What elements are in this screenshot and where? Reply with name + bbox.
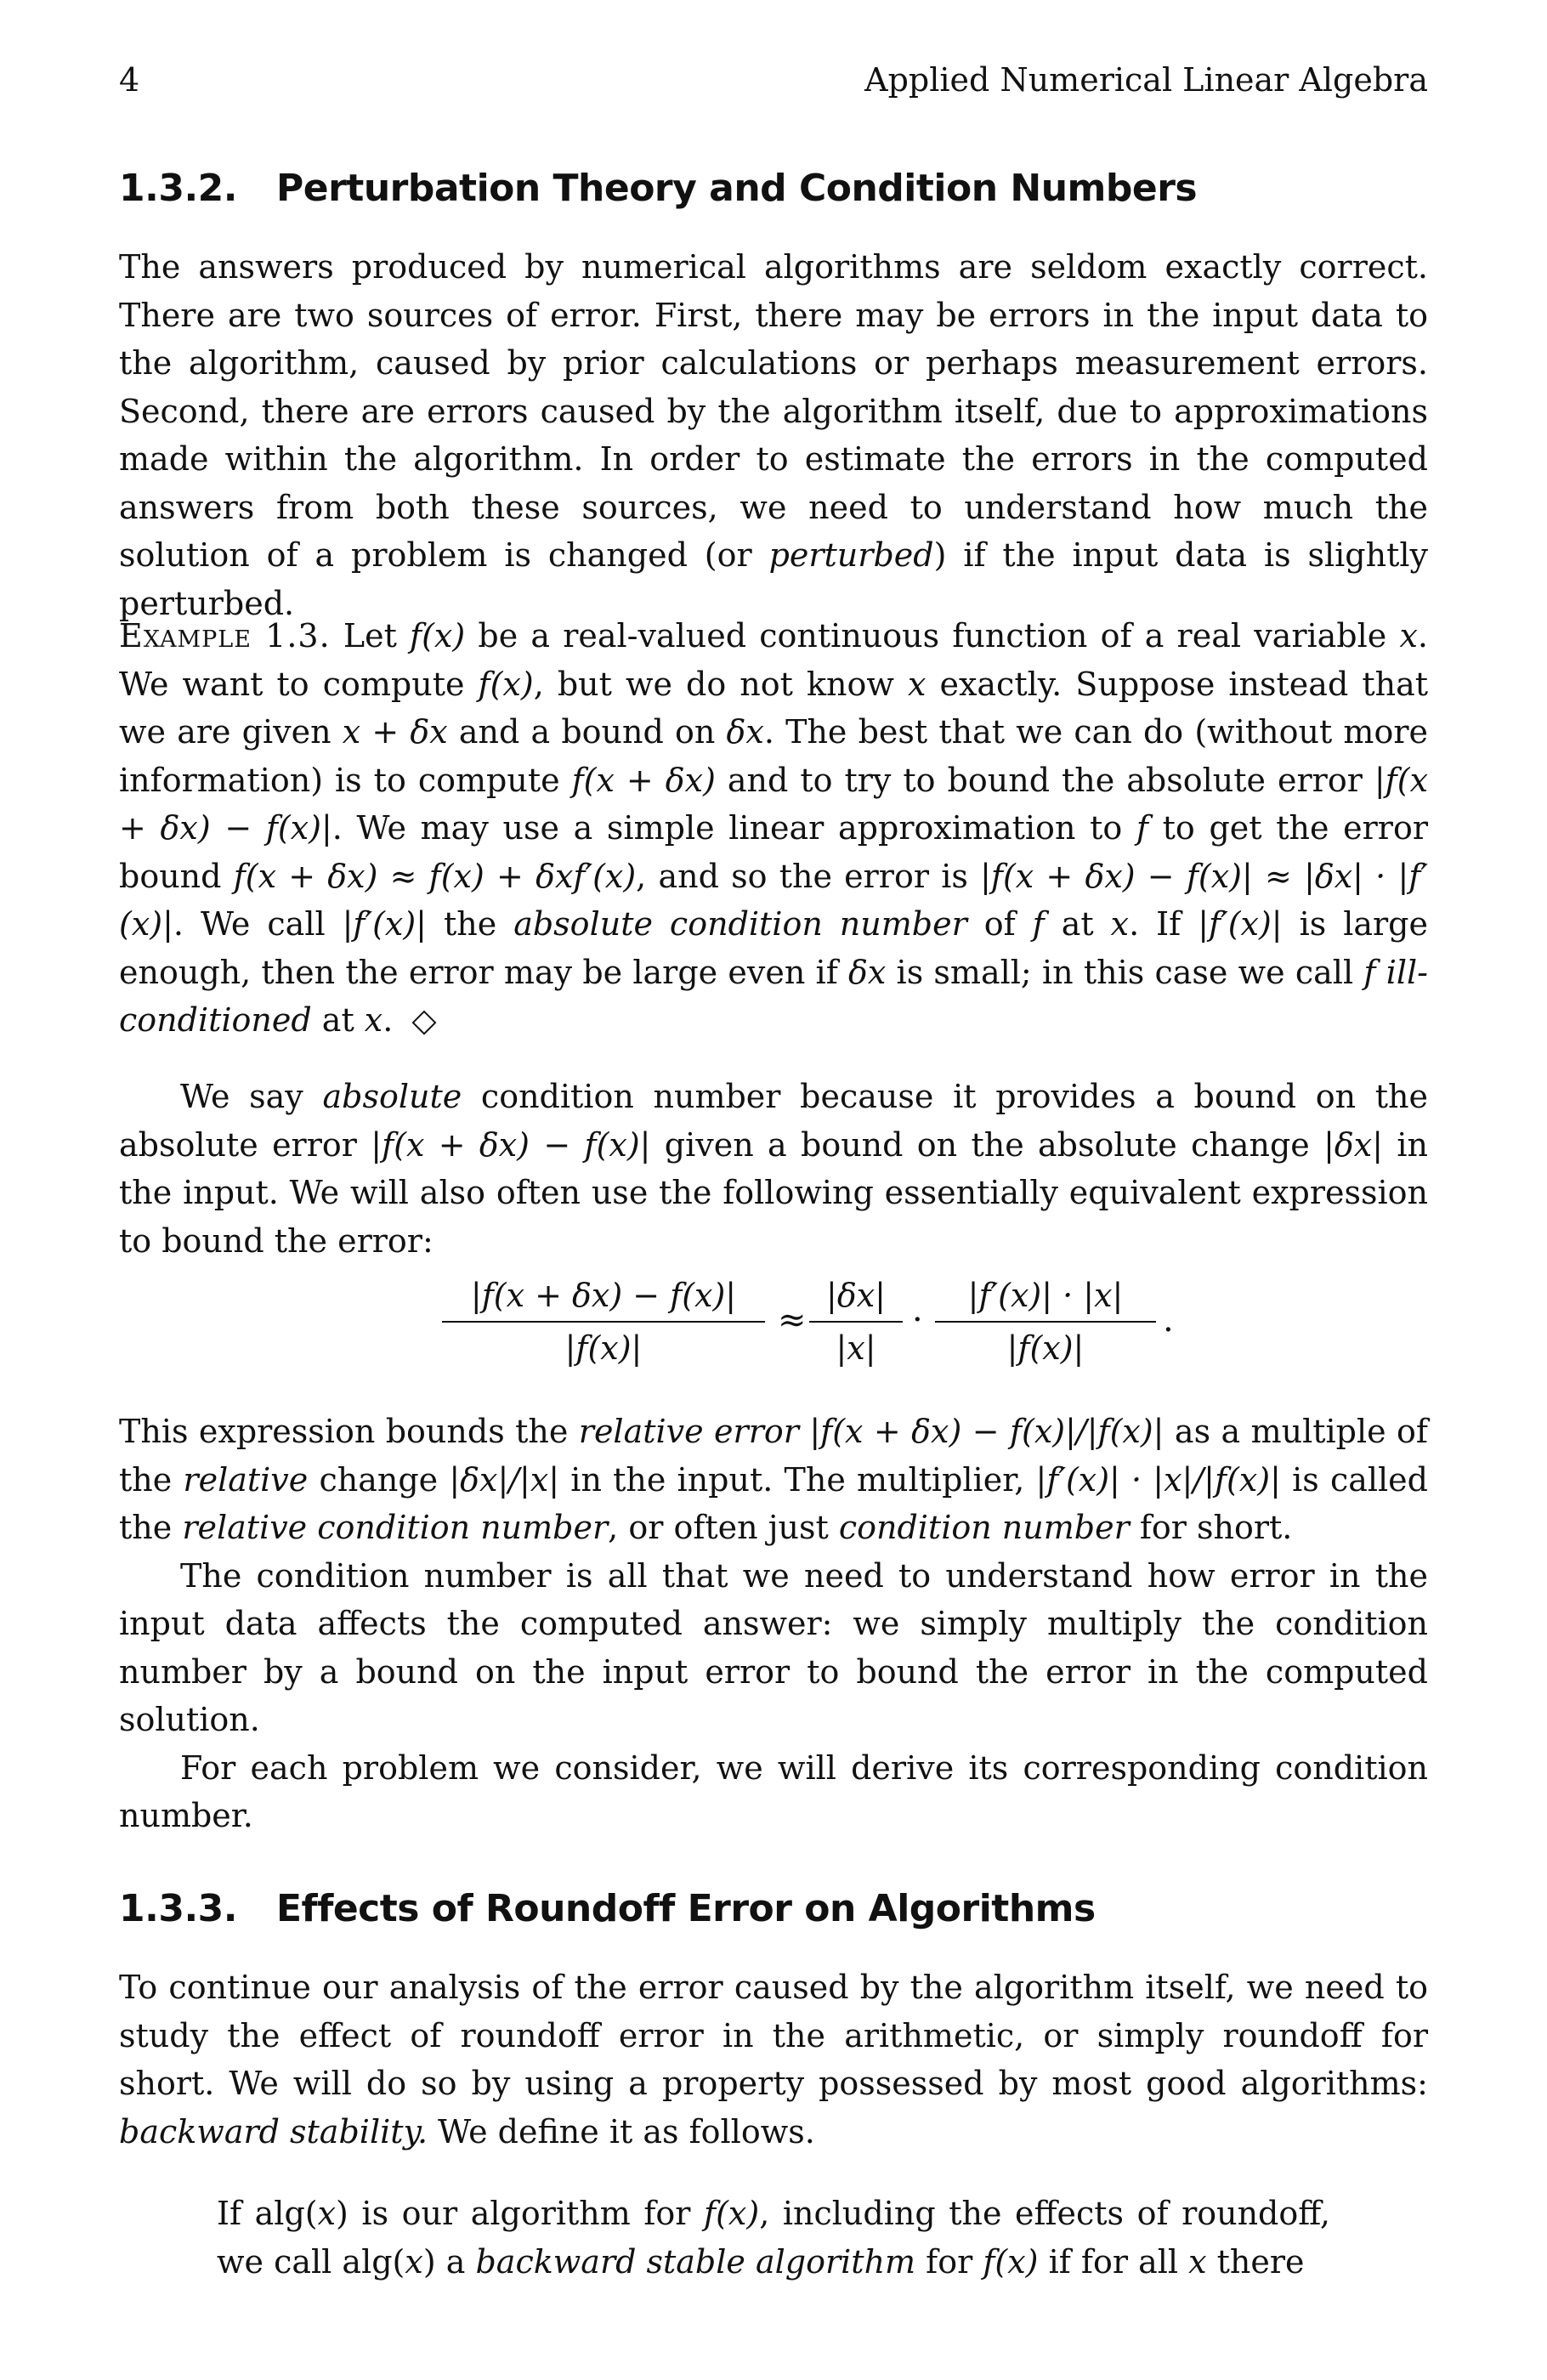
text-run: given a bound on the absolute change <box>650 1125 1324 1164</box>
rel-change-numerator: |δx| <box>809 1275 903 1323</box>
page-number: 4 <box>119 61 140 99</box>
example-label: Example 1.3. <box>119 617 331 654</box>
emphasis: backward stable algorithm <box>475 2242 916 2281</box>
condition-number-fraction <box>935 1275 1156 1368</box>
math: δx <box>726 713 764 751</box>
backward-stability-definition <box>217 2190 1330 2286</box>
text-run: , and so the error is <box>636 857 981 895</box>
text-run: To continue our analysis of the error caused by the algorithm itself, we need to study the effect of roundoff error in the arithmetic, or simply roundoff for short. We will do so by using a property possessed by most good algorithms: <box>119 1969 1428 2102</box>
math: f(x) <box>704 2195 760 2232</box>
text-run: is called the <box>119 1460 1428 1546</box>
text-run: The answers produced by numerical algorithms are seldom exactly correct. There are two sources of error. First, there may be errors in the input data to the algorithm, caused by prior calculations or perhaps measurement errors. Second, there are errors caused by the algorithm itself, due to approximations made within the algorithm. In order to estimate the errors in the computed answers from both these sources, we need to understand how much the solution of a problem is changed (or <box>119 248 1428 574</box>
section-heading-1-3-3 <box>119 1887 1096 1930</box>
math: x <box>907 665 926 703</box>
emphasis: relative error <box>578 1413 799 1450</box>
absolute-condition-paragraph <box>119 1073 1428 1265</box>
math: f <box>1363 953 1376 991</box>
condition-numerator: |f′(x)| · |x| <box>935 1275 1156 1323</box>
text-run: If alg( <box>217 2195 318 2232</box>
text-run <box>799 1413 809 1450</box>
text-run: is large enough, then the error may be large even if <box>119 905 1428 991</box>
section-title: Effects of Roundoff Error on Algorithms <box>276 1887 1096 1930</box>
example-1-3 <box>119 612 1428 1045</box>
text-run: . The best that we can do (without more information) is to compute <box>119 713 1428 799</box>
section-number: 1.3.2. <box>119 167 237 210</box>
emphasis: absolute <box>322 1078 462 1115</box>
math: |f(x + δx) − f(x)|/|f(x)| <box>809 1413 1164 1450</box>
text-run: change <box>308 1460 450 1499</box>
section-title: Perturbation Theory and Condition Numbers <box>276 167 1198 210</box>
emphasis: condition number <box>838 1509 1130 1546</box>
text-run: , but we do not know <box>533 665 908 703</box>
emphasis: absolute condition number <box>513 905 967 943</box>
text-run: Let <box>330 617 411 654</box>
emphasis: perturbed <box>768 536 934 574</box>
math: |f(x + δx) − f(x)| ≈ |δx| · |f′(x)| <box>119 857 1428 943</box>
rel-change-fraction <box>809 1275 903 1368</box>
math: |δx| <box>1323 1125 1384 1164</box>
section-heading-1-3-2 <box>119 167 1197 210</box>
derive-condition-paragraph: For each problem we consider, we will derive its corresponding condition number. <box>119 1748 1428 1834</box>
text-run: be a real-valued continuous function of a real variable <box>465 617 1400 654</box>
text-run: We say <box>180 1078 323 1115</box>
text-run: We define it as follows. <box>428 2112 815 2150</box>
text-run <box>1375 954 1386 991</box>
text-run: , or often just <box>608 1509 839 1546</box>
lhs-fraction <box>442 1275 765 1368</box>
math: |f(x + δx) − f(x)| <box>371 1125 651 1164</box>
math: |f′(x)| <box>342 905 427 943</box>
math: x <box>1188 2242 1207 2281</box>
text-run: . If <box>1129 905 1198 943</box>
book-title: Applied Numerical Linear Algebra <box>864 61 1428 99</box>
math: f(x + δx) <box>571 761 716 799</box>
text-run: and to try to bound the absolute error <box>715 761 1374 799</box>
lhs-denominator: |f(x)| <box>564 1329 643 1367</box>
math: x <box>1399 617 1418 654</box>
roundoff-paragraph <box>119 1964 1428 2156</box>
text-run: at <box>1044 905 1111 943</box>
math: f(x) <box>983 2242 1039 2281</box>
math: x <box>364 1001 383 1039</box>
emphasis: backward stability. <box>119 2112 428 2150</box>
rel-change-denominator: |x| <box>836 1329 876 1367</box>
math: x <box>317 2195 337 2232</box>
text-run: ) a <box>422 2242 476 2281</box>
text-run: as a multiple of the <box>119 1413 1428 1499</box>
math: f(x) <box>478 665 534 703</box>
text-run: ) if the input data is slightly perturbed. <box>119 536 1428 622</box>
math: |δx|/|x| <box>449 1460 560 1499</box>
text-run: there <box>1206 2242 1305 2281</box>
text-run: the <box>427 905 514 943</box>
approx-symbol: ≈ <box>778 1300 807 1340</box>
text-run: at <box>311 1001 365 1039</box>
text-run: to get the error bound <box>119 809 1428 895</box>
text-run: in the input. We will also often use the following essentially equivalent expression to bound the error: <box>119 1125 1428 1260</box>
text-run: . <box>382 1001 394 1039</box>
end-of-example-diamond-icon: ◇ <box>411 1001 437 1039</box>
math: f(x) <box>410 617 466 654</box>
multiply-dot: · <box>912 1300 923 1340</box>
math: x <box>1110 905 1130 943</box>
math: x + δx <box>342 713 448 751</box>
text-run: is small; in this case we call <box>886 953 1364 991</box>
text-run: if for all <box>1038 2242 1189 2281</box>
text-run: for short. <box>1129 1509 1293 1546</box>
math: f <box>1136 809 1148 847</box>
math: |f(x + δx) − f(x)| <box>119 761 1428 847</box>
math: f <box>1032 905 1045 943</box>
lhs-numerator: |f(x + δx) − f(x)| <box>442 1275 765 1323</box>
emphasis: relative condition number <box>182 1509 609 1546</box>
text-run: and a bound on <box>447 713 727 751</box>
text-run: . We want to compute <box>119 617 1428 703</box>
document-page <box>119 0 1428 2380</box>
emphasis: relative <box>183 1460 309 1499</box>
emphasis: ill-conditioned <box>119 953 1428 1039</box>
text-run: , including the effects of roundoff, we call alg( <box>217 2195 1330 2281</box>
text-run: . We may use a simple linear approximation to <box>332 809 1136 847</box>
text-run: for <box>915 2242 983 2281</box>
math: |f′(x)| · |x|/|f(x)| <box>1035 1460 1281 1499</box>
condition-number-equation <box>119 1275 1428 1394</box>
intro-paragraph <box>119 243 1428 627</box>
equation-period: . <box>1163 1300 1174 1340</box>
text-run: in the input. The multiplier, <box>559 1460 1036 1499</box>
condition-usage-paragraph: The condition number is all that we need to understand how error in the input data affects the computed answer: we simply multiply the condition number by a bound on the input error to bound the error in the computed solution. <box>119 1556 1428 1738</box>
text-run: ) is our algorithm for <box>336 2195 705 2232</box>
condition-denominator: |f(x)| <box>1006 1329 1085 1367</box>
math: x <box>405 2242 423 2281</box>
relative-condition-paragraph <box>119 1408 1428 1840</box>
text-run: . We call <box>173 905 343 943</box>
math: f(x + δx) ≈ f(x) + δxf′(x) <box>233 857 637 895</box>
running-header <box>119 61 1428 112</box>
section-number: 1.3.3. <box>119 1887 237 1930</box>
math: δx <box>848 953 887 991</box>
text-run: of <box>966 905 1033 943</box>
text-run: This expression bounds the <box>119 1413 579 1450</box>
math: |f′(x)| <box>1198 905 1283 943</box>
text-run: condition number because it provides a bound on the absolute error <box>119 1078 1428 1164</box>
text-run: exactly. Suppose instead that we are given <box>119 665 1428 751</box>
